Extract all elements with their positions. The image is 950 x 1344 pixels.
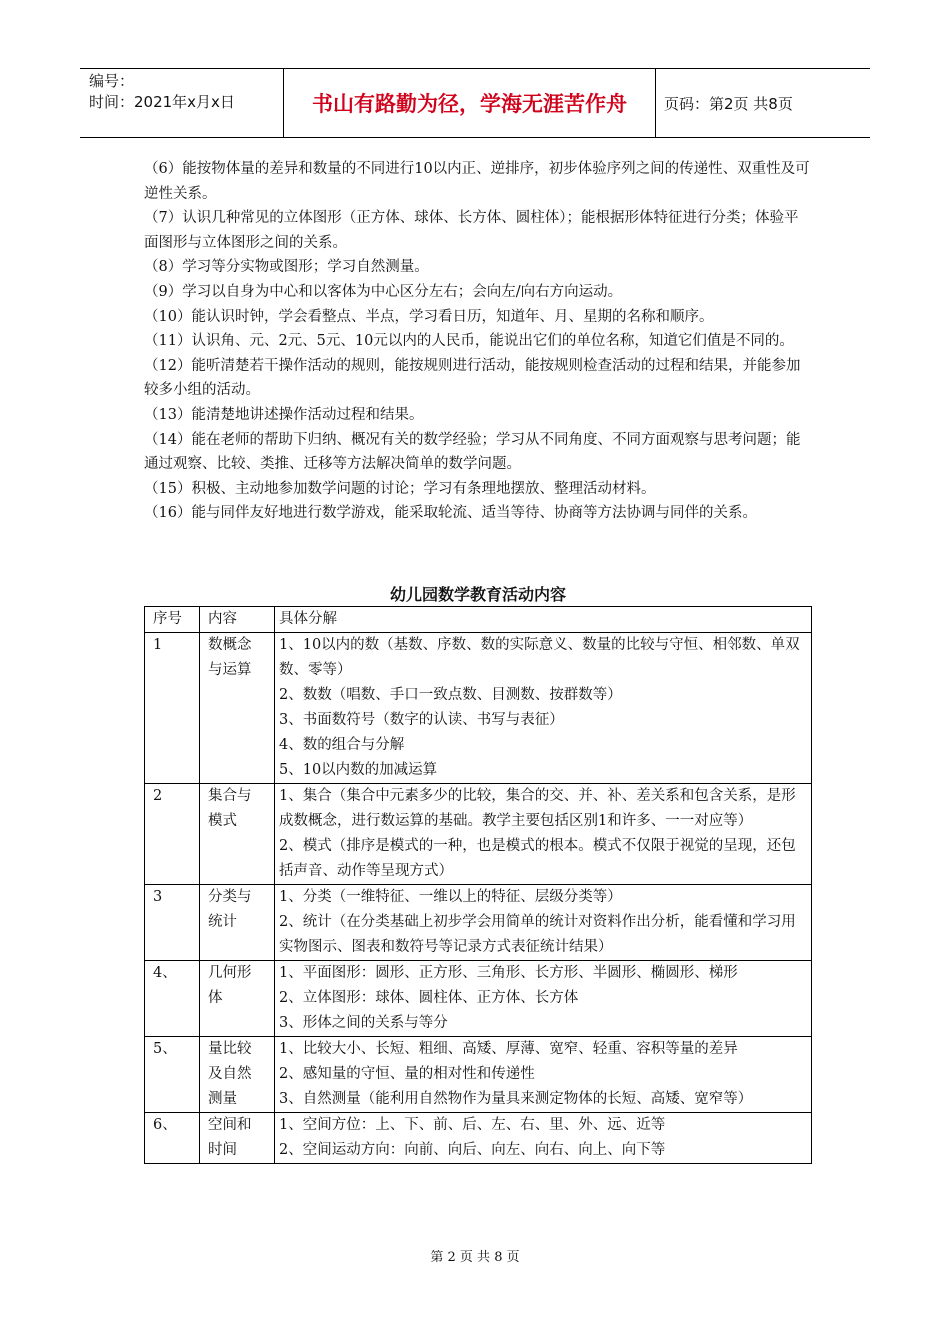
paragraph: （12）能听清楚若干操作活动的规则，能按规则进行活动，能按规则检查活动的过程和结果，并能参加较多小组的活动。 (144, 357, 801, 399)
paragraph: （8）学习等分实物或图形；学习自然测量。 (144, 259, 429, 276)
category-line: 统计 (208, 914, 237, 930)
row-category (200, 1037, 275, 1113)
paragraph: （6）能按物体量的差异和数量的不同进行10以内正、逆排序，初步体验序列之间的传递性、双重性及可逆性关系。 (144, 161, 810, 202)
row-category (200, 633, 275, 784)
detail-item: 1、比较大小、长短、粗细、高矮、厚薄、宽窄、轻重、容积等量的差异 (279, 1041, 738, 1057)
table-row (145, 1037, 812, 1113)
row-number: 1 (145, 633, 200, 784)
category-line: 空间和 (208, 1117, 252, 1133)
category-line: 体 (208, 990, 223, 1006)
category-line: 测量 (208, 1091, 237, 1107)
body-text (144, 157, 812, 526)
row-category (200, 784, 275, 885)
paragraph: （9）学习以自身为中心和以客体为中心区分左右；会向左/向右方向运动。 (144, 283, 623, 300)
detail-item: 1、分类（一维特征、一维以上的特征、层级分类等） (279, 889, 622, 905)
page-footer: 第 2 页 共 8 页 (430, 1250, 520, 1265)
detail-item: 1、空间方位：上、下、前、后、左、右、里、外、远、近等 (279, 1117, 666, 1133)
category-line: 数概念 (208, 637, 252, 653)
paragraph: （15）积极、主动地参加数学问题的讨论；学习有条理地摆放、整理活动材料。 (144, 480, 656, 497)
page-header (80, 68, 870, 138)
detail-item: 3、自然测量（能利用自然物作为量具来测定物体的长短、高矮、宽窄等） (279, 1091, 753, 1107)
category-line: 模式 (208, 813, 237, 829)
header-motto: 书山有路勤为径，学海无涯苦作舟 (284, 69, 656, 137)
header-cell-content: 内容 (200, 607, 275, 633)
table-header-row (145, 607, 812, 633)
detail-item: 3、形体之间的关系与等分 (279, 1015, 448, 1031)
detail-item: 2、空间运动方向：向前、向后、向左、向右、向上、向下等 (279, 1142, 666, 1158)
detail-item: 2、模式（排序是模式的一种，也是模式的根本。模式不仅限于视觉的呈现，还包括声音、动作等呈现方式） (279, 838, 796, 879)
header-number: 编号： (89, 72, 135, 90)
paragraph: （7）认识几种常见的立体图形（正方体、球体、长方体、圆柱体）；能根据形体特征进行分类；体验平面图形与立体图形之间的关系。 (144, 210, 799, 251)
row-number: 3 (145, 885, 200, 961)
detail-item: 2、立体图形：球体、圆柱体、正方体、长方体 (279, 990, 579, 1006)
row-details (275, 784, 812, 885)
row-details (275, 633, 812, 784)
paragraph: （14）能在老师的帮助下归纳、概况有关的数学经验；学习从不同角度、不同方面观察与思考问题；能通过观察、比较、类推、迁移等方法解决简单的数学问题。 (144, 431, 801, 473)
paragraph: （16）能与同伴友好地进行数学游戏，能采取轮流、适当等待、协商等方法协调与同伴的关系。 (144, 505, 757, 522)
paragraph: （11）认识角、元、2元、5元、10元以内的人民币，能说出它们的单位名称，知道它们值是不同的。 (144, 333, 794, 350)
header-meta (80, 69, 284, 137)
table-row (145, 885, 812, 961)
category-line: 量比较 (208, 1041, 252, 1057)
category-line: 分类与 (208, 889, 252, 905)
detail-item: 2、统计（在分类基础上初步学会用简单的统计对资料作出分析，能看懂和学习用实物图示、图表和数符号等记录方式表征统计结果） (279, 914, 796, 955)
content-table (144, 606, 812, 1164)
detail-item: 4、数的组合与分解 (279, 737, 405, 753)
row-details (275, 885, 812, 961)
row-category (200, 1113, 275, 1164)
row-category (200, 961, 275, 1037)
header-cell-no: 序号 (145, 607, 200, 633)
category-line: 集合与 (208, 788, 252, 804)
detail-item: 2、数数（唱数、手口一致点数、目测数、按群数等） (279, 687, 622, 703)
table-row (145, 961, 812, 1037)
table-row (145, 1113, 812, 1164)
category-line: 与运算 (208, 662, 252, 678)
row-details (275, 1113, 812, 1164)
row-number: 4、 (145, 961, 200, 1037)
detail-item: 1、10以内的数（基数、序数、数的实际意义、数量的比较与守恒、相邻数、单双数、零等） (279, 637, 800, 678)
paragraph: （10）能认识时钟，学会看整点、半点，学习看日历，知道年、月、星期的名称和顺序。 (144, 308, 714, 325)
category-line: 时间 (208, 1142, 237, 1158)
category-line: 及自然 (208, 1066, 252, 1082)
row-category (200, 885, 275, 961)
header-cell-details: 具体分解 (275, 607, 812, 633)
row-number: 6、 (145, 1113, 200, 1164)
table-row (145, 633, 812, 784)
row-number: 5、 (145, 1037, 200, 1113)
detail-item: 1、平面图形：圆形、正方形、三角形、长方形、半圆形、椭圆形、梯形 (279, 965, 738, 981)
header-time: 时间：2021年x月x日 (89, 93, 235, 111)
row-details (275, 1037, 812, 1113)
category-line: 几何形 (208, 965, 252, 981)
header-page-number: 页码：第2页 共8页 (664, 94, 793, 113)
detail-item: 2、感知量的守恒、量的相对性和传递性 (279, 1066, 535, 1082)
detail-item: 5、10以内数的加减运算 (279, 762, 438, 778)
paragraph: （13）能清楚地讲述操作活动过程和结果。 (144, 406, 424, 423)
row-details (275, 961, 812, 1037)
row-number: 2 (145, 784, 200, 885)
table-row (145, 784, 812, 885)
detail-item: 3、书面数符号（数字的认读、书写与表征） (279, 712, 564, 728)
table-title: 幼儿园数学教育活动内容 (389, 585, 566, 604)
detail-item: 1、集合（集合中元素多少的比较，集合的交、并、补、差关系和包含关系，是形成数概念，进行数运算的基础。教学主要包括区别1和许多、一一对应等） (279, 788, 796, 829)
